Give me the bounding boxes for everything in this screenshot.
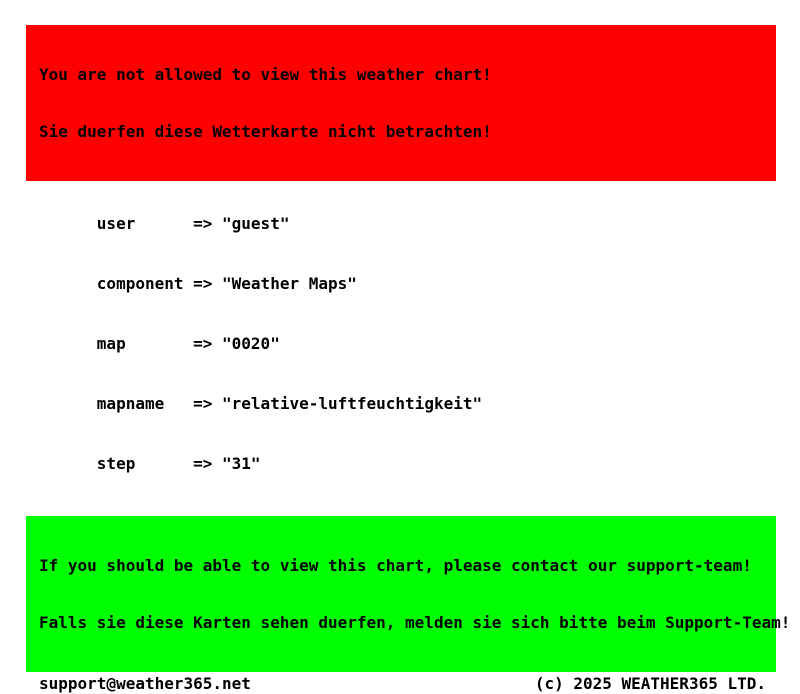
copyright-notice: (c) 2025 WEATHER365 LTD. [534,674,766,693]
param-key: mapname [96,394,165,413]
access-denied-page [26,25,791,694]
error-banner-line-en: You are not allowed to view this weather chart! [39,65,492,84]
param-arrow: => [193,454,213,473]
param-row [39,374,776,434]
param-key: user [96,214,136,233]
error-banner [26,25,776,181]
param-arrow: => [193,394,213,413]
footer [26,674,776,694]
error-banner-line-de: Sie duerfen diese Wetterkarte nicht betrachten! [39,122,492,141]
param-key: step [96,454,136,473]
request-params-list [39,194,776,494]
param-value: " relative-luftfeuchtigkeit " [222,394,482,413]
param-value: " 0020 " [222,334,280,353]
support-email: support@weather365.net [39,674,251,693]
info-banner-line-de: Falls sie diese Karten sehen duerfen, melden sie sich bitte beim Support-Team! [39,613,791,632]
param-arrow: => [193,334,213,353]
param-value: " Weather Maps " [222,274,357,293]
param-key: component [96,274,184,293]
param-key: map [96,334,126,353]
param-value: " 31 " [222,454,261,473]
param-arrow: => [193,274,213,293]
param-arrow: => [193,214,213,233]
info-banner [26,516,791,672]
param-row [39,194,776,254]
param-value: " guest " [222,214,289,233]
info-banner-line-en: If you should be able to view this chart, please contact our support-team! [39,556,752,575]
param-row [39,254,776,314]
param-row [39,434,776,494]
param-row [39,314,776,374]
